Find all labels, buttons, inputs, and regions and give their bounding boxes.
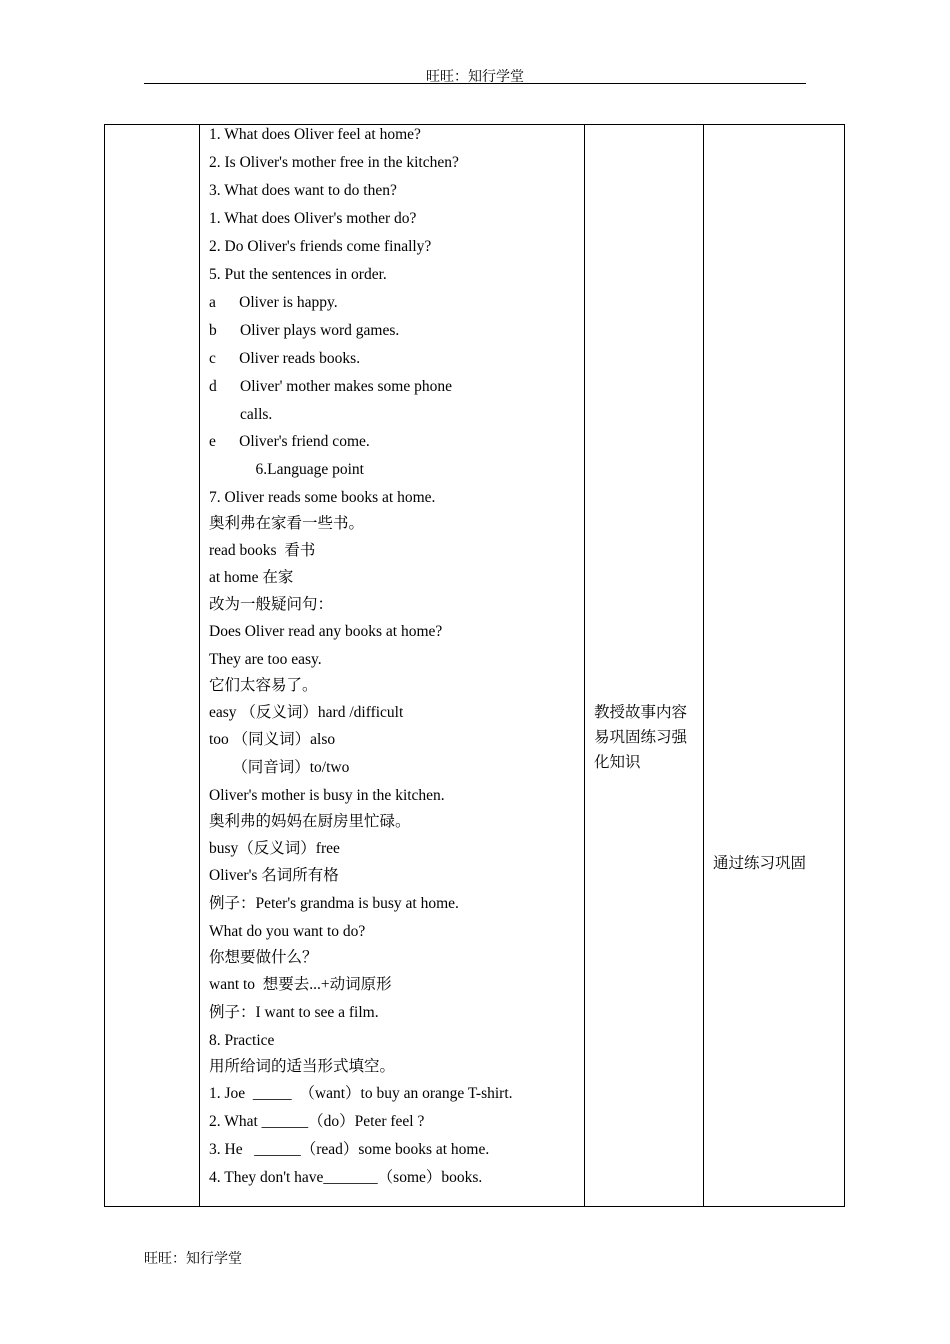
page-header: 旺旺：知行学堂 bbox=[426, 70, 524, 85]
content-line: 1. What does Oliver's mother do? bbox=[209, 210, 417, 227]
content-line: too （同义词）also bbox=[209, 731, 336, 748]
content-line: 用所给词的适当形式填空。 bbox=[209, 1058, 396, 1075]
content-line: 例子：I want to see a film. bbox=[209, 1004, 379, 1021]
content-line: 6.Language point bbox=[209, 461, 364, 478]
content-line: 8. Practice bbox=[209, 1032, 275, 1049]
content-line: Oliver's mother is busy in the kitchen. bbox=[209, 787, 445, 804]
content-line: 奥利弗的妈妈在厨房里忙碌。 bbox=[209, 813, 411, 830]
content-line: 7. Oliver reads some books at home. bbox=[209, 489, 436, 506]
content-line: d Oliver' mother makes some phone bbox=[209, 378, 452, 395]
content-line: 3. What does want to do then? bbox=[209, 182, 397, 199]
content-line: c Oliver reads books. bbox=[209, 350, 361, 367]
content-line: Does Oliver read any books at home? bbox=[209, 623, 443, 640]
content-line: 例子：Peter's grandma is busy at home. bbox=[209, 895, 459, 912]
content-line: 1. Joe _____ （want）to buy an orange T-shirt. bbox=[209, 1085, 513, 1102]
content-line: 奥利弗在家看一些书。 bbox=[209, 515, 365, 532]
purpose-line: 化知识 bbox=[594, 754, 641, 771]
design-intent-cell: 通过练习巩固 bbox=[713, 855, 807, 872]
content-line: 1. What does Oliver feel at home? bbox=[209, 126, 421, 143]
content-line: 2. Is Oliver's mother free in the kitchen? bbox=[209, 154, 459, 171]
content-line: They are too easy. bbox=[209, 651, 322, 668]
content-line: （同音词）to/two bbox=[209, 759, 350, 776]
teaching-purpose-cell bbox=[594, 700, 702, 775]
column-divider-1 bbox=[199, 124, 200, 1207]
content-line: 它们太容易了。 bbox=[209, 677, 318, 694]
content-line: b Oliver plays word games. bbox=[209, 322, 400, 339]
content-line: 5. Put the sentences in order. bbox=[209, 266, 387, 283]
content-line: 你想要做什么？ bbox=[209, 949, 318, 966]
content-line: want to 想要去...+动词原形 bbox=[209, 976, 392, 993]
content-line: calls. bbox=[209, 406, 273, 423]
content-line: 2. What ______（do）Peter feel ? bbox=[209, 1113, 425, 1130]
content-line: e Oliver's friend come. bbox=[209, 433, 370, 450]
column-divider-2 bbox=[584, 124, 585, 1207]
purpose-line: 教授故事内容 bbox=[594, 704, 688, 721]
content-line: easy （反义词）hard /difficult bbox=[209, 704, 404, 721]
content-line: 改为一般疑问句： bbox=[209, 596, 334, 613]
content-line: read books 看书 bbox=[209, 542, 316, 559]
purpose-line: 易巩固练习强 bbox=[594, 729, 688, 746]
content-line: 2. Do Oliver's friends come finally? bbox=[209, 238, 432, 255]
content-line: busy（反义词）free bbox=[209, 840, 340, 857]
content-line: What do you want to do? bbox=[209, 923, 366, 940]
content-line: a Oliver is happy. bbox=[209, 294, 338, 311]
content-line: Oliver's 名词所有格 bbox=[209, 867, 339, 884]
content-line: at home 在家 bbox=[209, 569, 294, 586]
column-divider-3 bbox=[703, 124, 704, 1207]
content-line: 3. He ______（read）some books at home. bbox=[209, 1141, 490, 1158]
page-footer: 旺旺：知行学堂 bbox=[144, 1252, 242, 1267]
content-line: 4. They don't have_______（some）books. bbox=[209, 1169, 483, 1186]
header-rule bbox=[144, 83, 806, 84]
